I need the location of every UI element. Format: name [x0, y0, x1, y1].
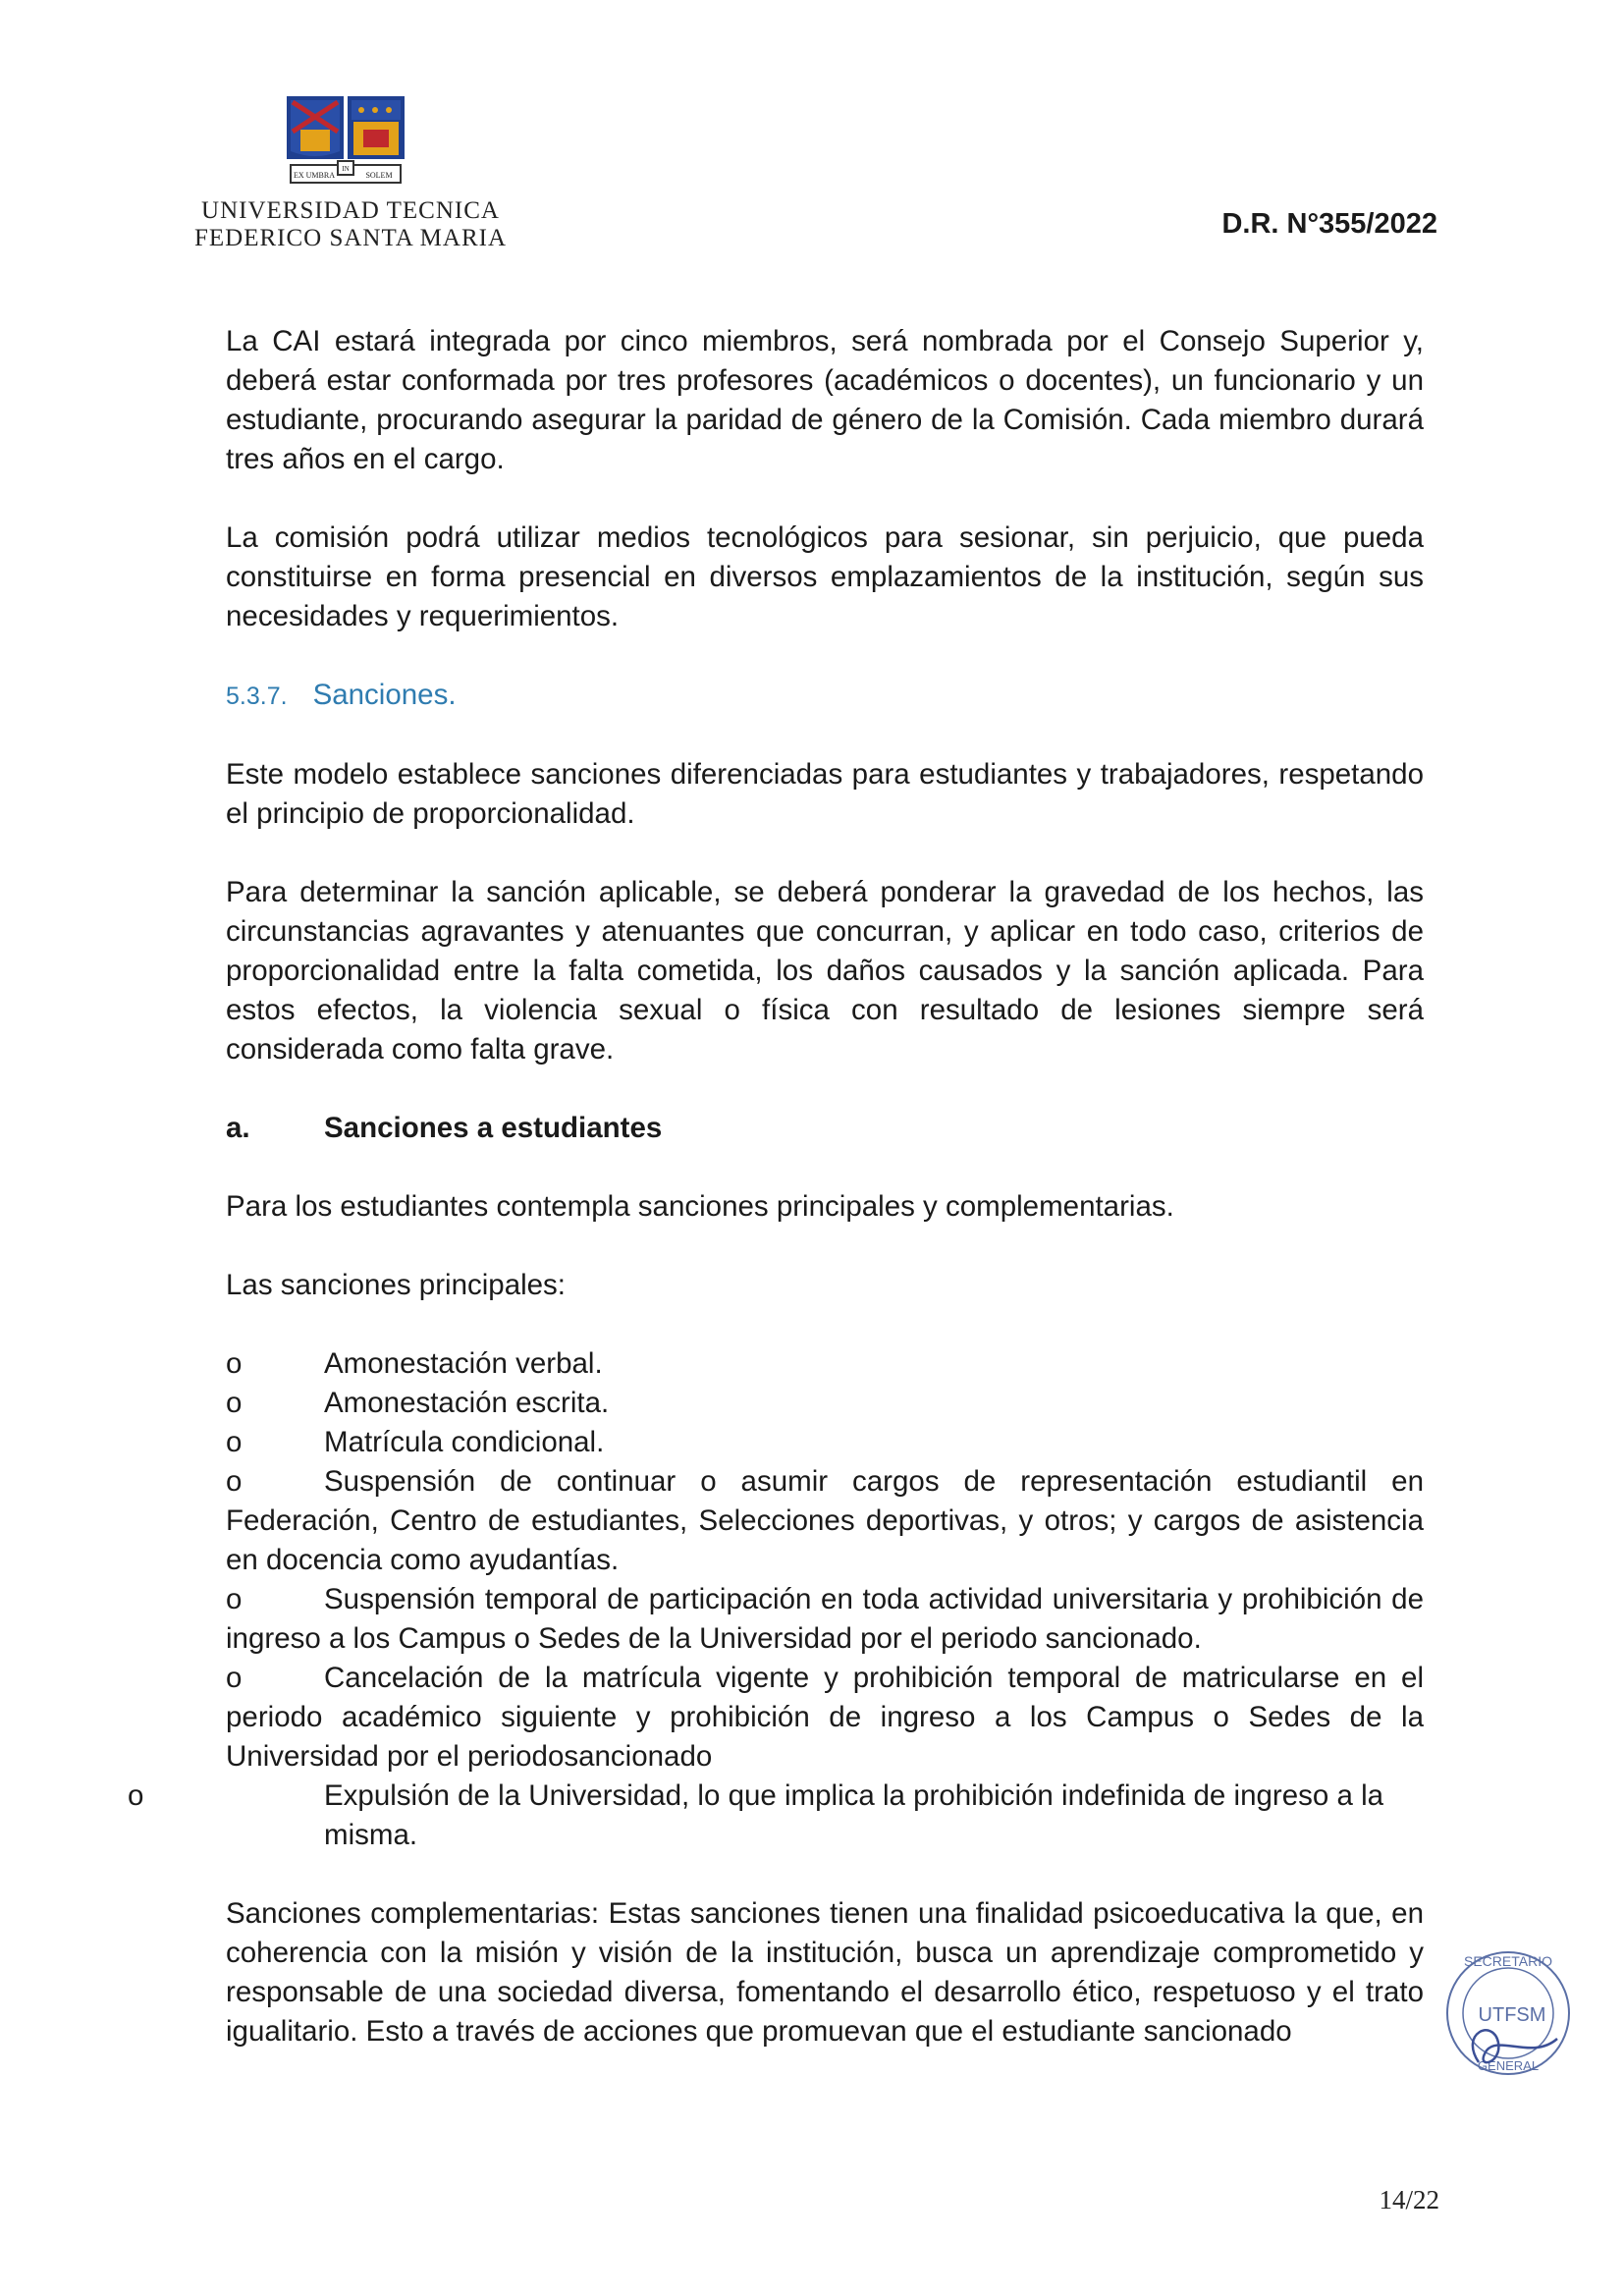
list-item	[226, 1384, 1424, 1423]
list-item	[226, 1344, 1424, 1384]
list-item	[226, 1462, 1424, 1580]
list-item-text: Matrícula condicional.	[324, 1426, 605, 1458]
list-item-text: Cancelación de la matrícula vigente y prohibición temporal de matricularse en el periodo académico siguiente y prohibición de ingreso a los Campus o Sedes de la Universidad por el periodosancionado	[226, 1662, 1424, 1773]
principal-sanctions-list	[128, 1344, 1424, 1855]
paragraph-principal-sanctions-label: Las sanciones principales:	[226, 1269, 567, 1301]
paragraph-student-sanctions-intro: Para los estudiantes contempla sanciones principales y complementarias.	[226, 1190, 1174, 1223]
list-item	[226, 1423, 1424, 1462]
university-name-line1: UNIVERSIDAD TECNICA	[201, 197, 500, 224]
list-item-text: Amonestación escrita.	[324, 1387, 610, 1419]
list-item	[226, 1580, 1424, 1659]
section-number: 5.3.7.	[226, 683, 288, 710]
bullet-marker: o	[226, 1662, 243, 1694]
subsection-heading-students	[226, 1109, 1424, 1148]
list-item-text: Suspensión temporal de participación en toda actividad universitaria y prohibición de ingreso a los Campus o Sedes de la Universidad por el periodo sancionado.	[226, 1583, 1424, 1655]
document-reference: D.R. N°355/2022	[1221, 208, 1437, 240]
paragraph-cai-composition: La CAI estará integrada por cinco miembros, será nombrada por el Consejo Superior y, deberá estar conformada por tres profesores (académicos o docentes), un funcionario y un estudiante, procurando asegurar la paridad de género de la Comisión. Cada miembro durará tres años en el cargo.	[226, 325, 1424, 475]
list-item	[128, 1777, 1424, 1855]
page-number: 14/22	[1379, 2185, 1439, 2214]
university-name-line2: FEDERICO SANTA MARIA	[193, 225, 508, 251]
crest-motto-right: SOLEM	[365, 171, 393, 180]
bullet-marker: o	[128, 1779, 144, 1812]
section-heading-sanciones	[226, 676, 1424, 716]
section-title: Sanciones.	[312, 679, 457, 711]
paragraph-technology-means: La comisión podrá utilizar medios tecnológicos para sesionar, sin perjuicio, que pueda constituirse en forma presencial en diversos emplazamientos de la institución, según sus necesidades y requerimientos.	[226, 521, 1424, 632]
bullet-marker: o	[226, 1347, 243, 1380]
crest-motto-mid: IN	[342, 165, 350, 173]
bullet-marker: o	[226, 1583, 243, 1615]
bullet-marker: o	[226, 1387, 243, 1419]
subsection-title: Sanciones a estudiantes	[324, 1112, 663, 1144]
bullet-marker: o	[226, 1426, 243, 1458]
paragraph-complementary-sanctions: Sanciones complementarias: Estas sanciones tienen una finalidad psicoeducativa la que, en coherencia con la misión y visión de la institución, busca un aprendizaje comprometido y responsable de una sociedad diversa, fomentando el desarrollo ético, respetuoso y el trato igualitario. Esto a través de acciones que promuevan que el estudiante sancionado	[226, 1897, 1424, 2048]
paragraph-proportionality: Para determinar la sanción aplicable, se deberá ponderar la gravedad de los hechos, las circunstancias agravantes y atenuantes que concurran, y aplicar en todo caso, criterios de proporcionalidad entre la falta cometida, los daños causados y la sanción aplicada. Para estos efectos, la violencia sexual o física con resultado de lesiones siempre será considerada como falta grave.	[226, 876, 1424, 1066]
secretary-general-stamp	[1439, 1944, 1577, 2082]
university-crest-logo	[281, 92, 410, 198]
crest-motto-left: EX UMBRA	[293, 171, 336, 180]
stamp-top-text: SECRETARIO	[1464, 1953, 1552, 1969]
bullet-marker: o	[226, 1465, 243, 1498]
list-item-text: Expulsión de la Universidad, lo que implica la prohibición indefinida de ingreso a la misma.	[324, 1779, 1384, 1851]
list-item	[226, 1659, 1424, 1777]
stamp-center-text: UTFSM	[1478, 2004, 1546, 2026]
stamp-bottom-text: GENERAL	[1477, 2058, 1540, 2073]
paragraph-differentiated-sanctions: Este modelo establece sanciones diferenciadas para estudiantes y trabajadores, respetando el principio de proporcionalidad.	[226, 758, 1424, 830]
list-item-text: Amonestación verbal.	[324, 1347, 603, 1380]
university-name	[189, 197, 513, 252]
subsection-letter: a.	[226, 1112, 250, 1144]
document-body	[128, 322, 1424, 2091]
list-item-text: Suspensión de continuar o asumir cargos de representación estudiantil en Federación, Centro de estudiantes, Selecciones deportivas, y otros; y cargos de asistencia en docencia como ayudantías.	[226, 1465, 1424, 1576]
